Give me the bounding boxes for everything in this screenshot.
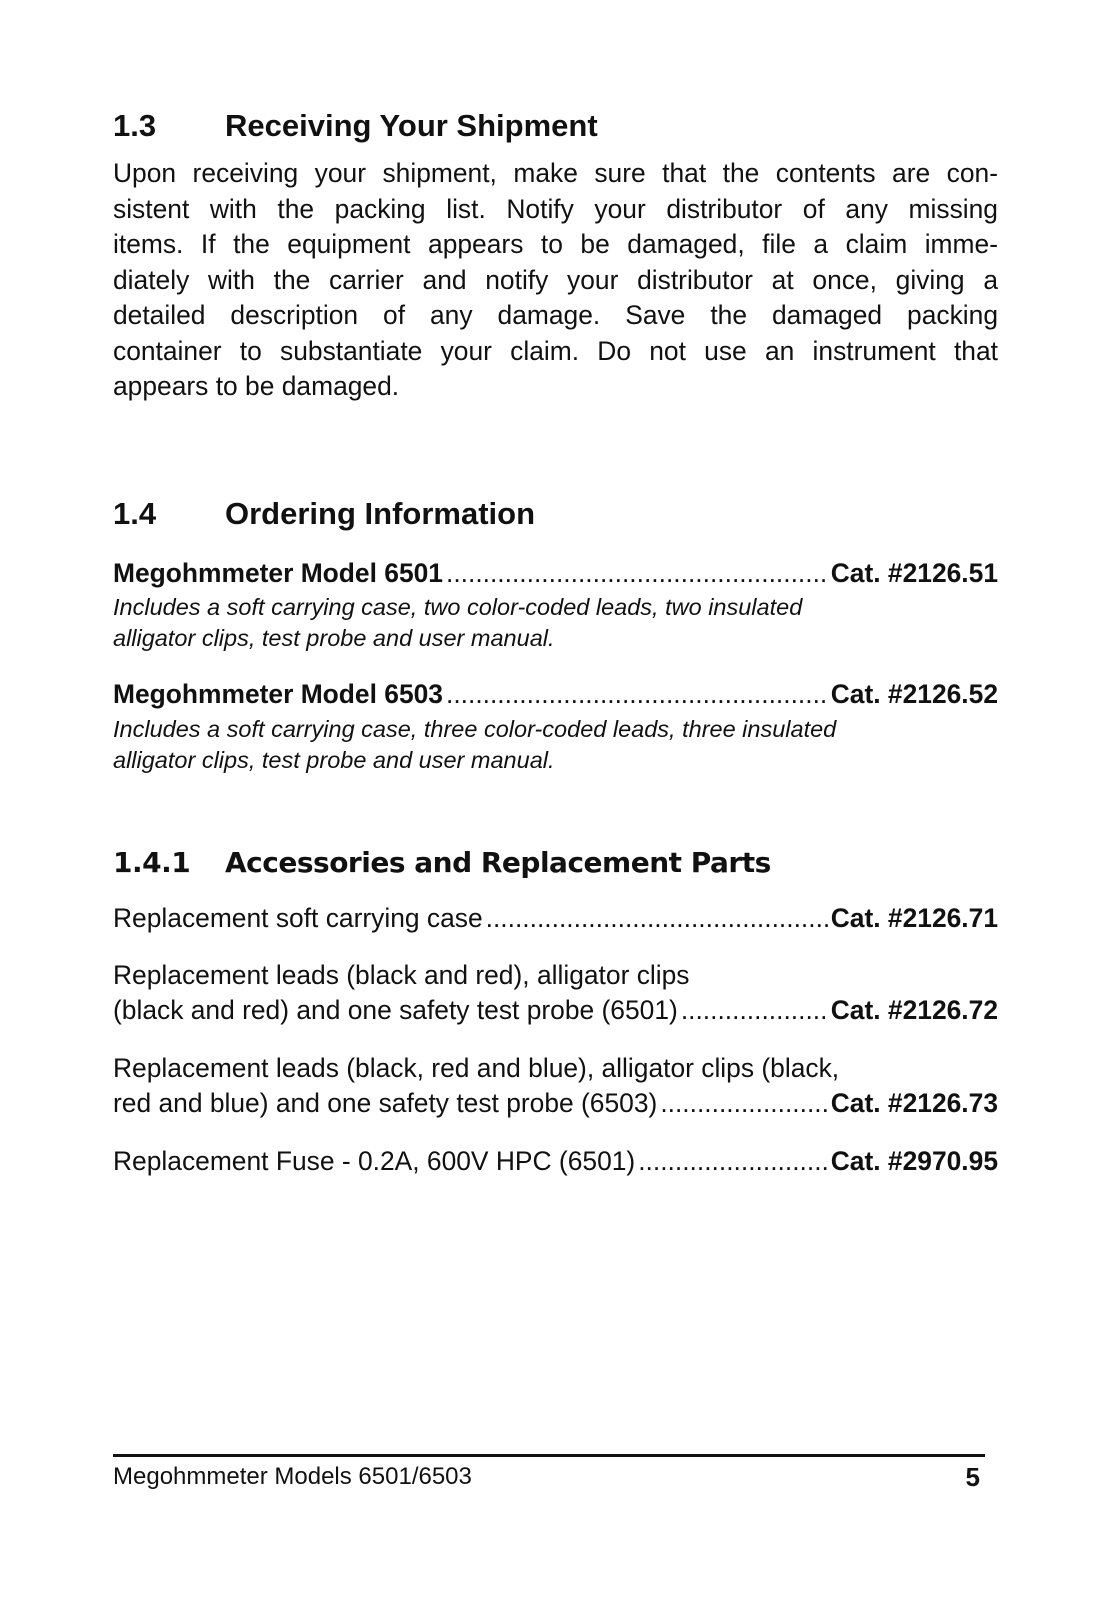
accessory-row-2126-73: [113, 1086, 998, 1120]
section-number: 1.3: [113, 108, 157, 143]
accessory-row-2126-72: [113, 993, 998, 1027]
section-title: Ordering Information: [225, 496, 535, 531]
product-note-6503: [113, 714, 998, 776]
paragraph-line: detailed description of any damage. Save the damaged packing: [113, 300, 998, 330]
dot-leader: [681, 993, 829, 1027]
accessory-description-line: Replacement leads (black, red and blue), alligator clips (black,: [113, 1053, 840, 1083]
catalog-number: Cat. #2126.51: [830, 558, 998, 588]
dot-leader: [660, 1086, 828, 1120]
note-line: alligator clips, test probe and user manual.: [113, 625, 555, 651]
section-number: 1.4.1: [113, 846, 191, 879]
note-line: Includes a soft carrying case, two color-coded leads, two insulated: [113, 594, 803, 620]
accessory-row-2970-95: [113, 1144, 998, 1178]
accessory-description: (black and red) and one safety test probe (6501): [113, 995, 678, 1025]
paragraph-line: items. If the equipment appears to be damaged, file a claim imme-: [113, 229, 998, 259]
catalog-number: Cat. #2126.52: [830, 679, 998, 709]
product-name: Megohmmeter Model 6503: [113, 679, 443, 709]
paragraph-line: diately with the carrier and notify your distributor at once, giving a: [113, 264, 998, 295]
section-title: Accessories and Replacement Parts: [225, 846, 771, 879]
section-1-4-1-heading: [113, 846, 998, 880]
product-name: Megohmmeter Model 6501: [113, 558, 443, 588]
section-1-4-heading: [113, 496, 998, 532]
product-row-6503: [113, 677, 998, 711]
dot-leader: [446, 677, 829, 711]
accessory-description-line: Replacement leads (black and red), alligator clips: [113, 960, 690, 990]
dot-leader: [486, 901, 829, 935]
catalog-number: Cat. #2126.71: [830, 903, 998, 933]
note-line: alligator clips, test probe and user manual.: [113, 747, 555, 773]
catalog-number: Cat. #2126.73: [830, 1088, 998, 1118]
catalog-number: Cat. #2970.95: [830, 1146, 998, 1176]
shipment-paragraph: [113, 156, 998, 405]
product-row-6501: [113, 556, 998, 590]
page-number: 5: [965, 1462, 980, 1492]
catalog-number: Cat. #2126.72: [830, 995, 998, 1025]
accessory-row-2126-71: [113, 901, 998, 935]
section-title: Receiving Your Shipment: [225, 108, 598, 143]
paragraph-line: sistent with the packing list. Notify your distributor of any missing: [113, 193, 998, 224]
footer-rule: [113, 1454, 985, 1457]
paragraph-line: appears to be damaged.: [113, 371, 400, 401]
paragraph-line: container to substantiate your claim. Do not use an instrument that: [113, 335, 998, 366]
footer-title: Megohmmeter Models 6501/6503: [113, 1463, 472, 1490]
accessory-description: Replacement Fuse - 0.2A, 600V HPC (6501): [113, 1146, 636, 1176]
dot-leader: [446, 556, 829, 590]
note-line: Includes a soft carrying case, three color-coded leads, three insulated: [113, 716, 837, 742]
accessory-description: Replacement soft carrying case: [113, 903, 483, 933]
section-1-3-heading: [113, 108, 998, 144]
paragraph-line: Upon receiving your shipment, make sure that the contents are con-: [113, 158, 998, 188]
section-number: 1.4: [113, 496, 157, 531]
accessory-description: red and blue) and one safety test probe (6503): [113, 1088, 658, 1118]
dot-leader: [638, 1144, 829, 1178]
product-note-6501: [113, 592, 998, 654]
